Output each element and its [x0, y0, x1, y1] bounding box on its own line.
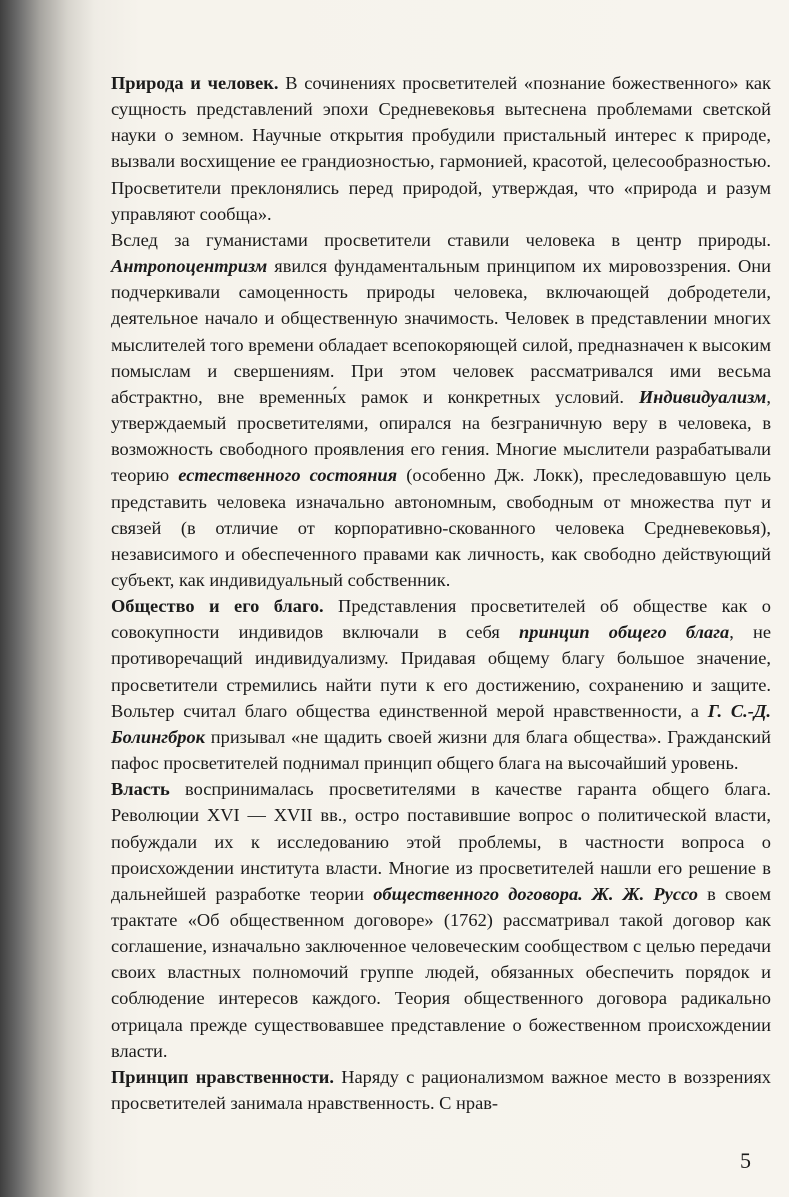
text-run: Вслед за гуманистами просветители ставили человека в центр природы. [111, 229, 771, 250]
section-heading: Власть [111, 779, 170, 800]
term-emphasis: Г. С.-Д. Болингброк [111, 700, 771, 747]
section-heading: Принцип нравственности. [111, 1066, 334, 1087]
term-emphasis: общественного договора. Ж. Ж. Руссо [373, 883, 698, 904]
section-heading: Природа и человек. [111, 73, 279, 93]
page-number: 5 [740, 1148, 751, 1173]
section-heading: Общество и его благо. [111, 596, 324, 617]
paragraph-society-and-good [111, 593, 771, 776]
text-run: в своем трактате «Об общественном договоре» (1762) рассматривал такой договор как соглашение, изначально заключенное человеческим сообществом с целью передачи своих властных полномочий группе людей, обязанных обеспечить порядок и соблюдение интересов каждого. Теория общественного договора радикально отрицала прежде существовавшее представление о божественном происхождении власти. [111, 883, 771, 1061]
text-run: воспринималась просветителями в качестве гаранта общего блага. Революции XVI — XVII вв., остро поставившие вопрос о политической власти, побуждали их к исследованию этой проблемы, в частности вопроса о происхождении института власти. Многие из просветителей нашли его решение в дальнейшей разработке теории [111, 779, 771, 904]
term-emphasis: Индивидуализм [638, 386, 767, 407]
text-run: В сочинениях просветителей «познание божественного» как сущность представлений эпохи Средневековья вытеснена проблемами светской науки о земном. Научные открытия пробудили пристальный интерес к природе, вызвали восхищение ее грандиозностью, гармонией, красотой, целесообразностью. Просветители преклонялись перед природой, утверждая, что «природа и разум управляют сообща». [111, 73, 771, 224]
text-run: призывал «не щадить своей жизни для блага общества». Гражданский пафос просветителей поднимал принцип общего блага на высочайший уровень. [111, 726, 771, 774]
text-run: , утверждаемый просветителями, опирался на безграничную веру в человека, в возможность свободного проявления его гения. Многие мыслители разрабатывали теорию [111, 386, 771, 486]
paragraph-anthropocentrism [111, 227, 771, 593]
text-run: (особенно Дж. Локк), преследовавшую цель представить человека изначально автономным, свободным от множества пут и связей (в отличие от корпоративно-скованного человека Средневековья), независимого и обеспеченного правами как личность, как свободно действующий субъект, как индивидуальный собственник. [111, 465, 771, 590]
text-run: Наряду с рационализмом важное место в воззрениях просветителей занимала нравственность. С нрав- [111, 1066, 772, 1114]
body-text [111, 70, 771, 1116]
paragraph-power [111, 776, 771, 1064]
term-emphasis: принцип общего блага [519, 622, 730, 643]
term-emphasis: естественного состояния [178, 465, 398, 486]
text-run: , не противоречащий индивидуализму. Придавая общему благу большое значение, просветители стремились найти пути к его достижению, сохранению и защите. Вольтер считал благо общества единственной мерой нравственности, а [111, 622, 771, 721]
text-run: явился фундаментальным принципом их мировоззрения. Они подчеркивали самоценность природы человека, включающей добродетели, деятельное начало и общественную значимость. Человек в представлении многих мыслителей того времени обладает всепокоряющей силой, предназначен к высоким помыслам и свершениям. При этом человек рассматривался ими весьма абстрактно, вне временны́х рамок и конкретных условий. [111, 256, 771, 407]
term-emphasis: Антропоцентризм [111, 256, 268, 277]
paragraph-nature-and-man [111, 70, 771, 227]
paragraph-morality-principle [111, 1064, 771, 1116]
text-run: Представления просветителей об обществе как о совокупности индивидов включали в себя [111, 596, 772, 643]
